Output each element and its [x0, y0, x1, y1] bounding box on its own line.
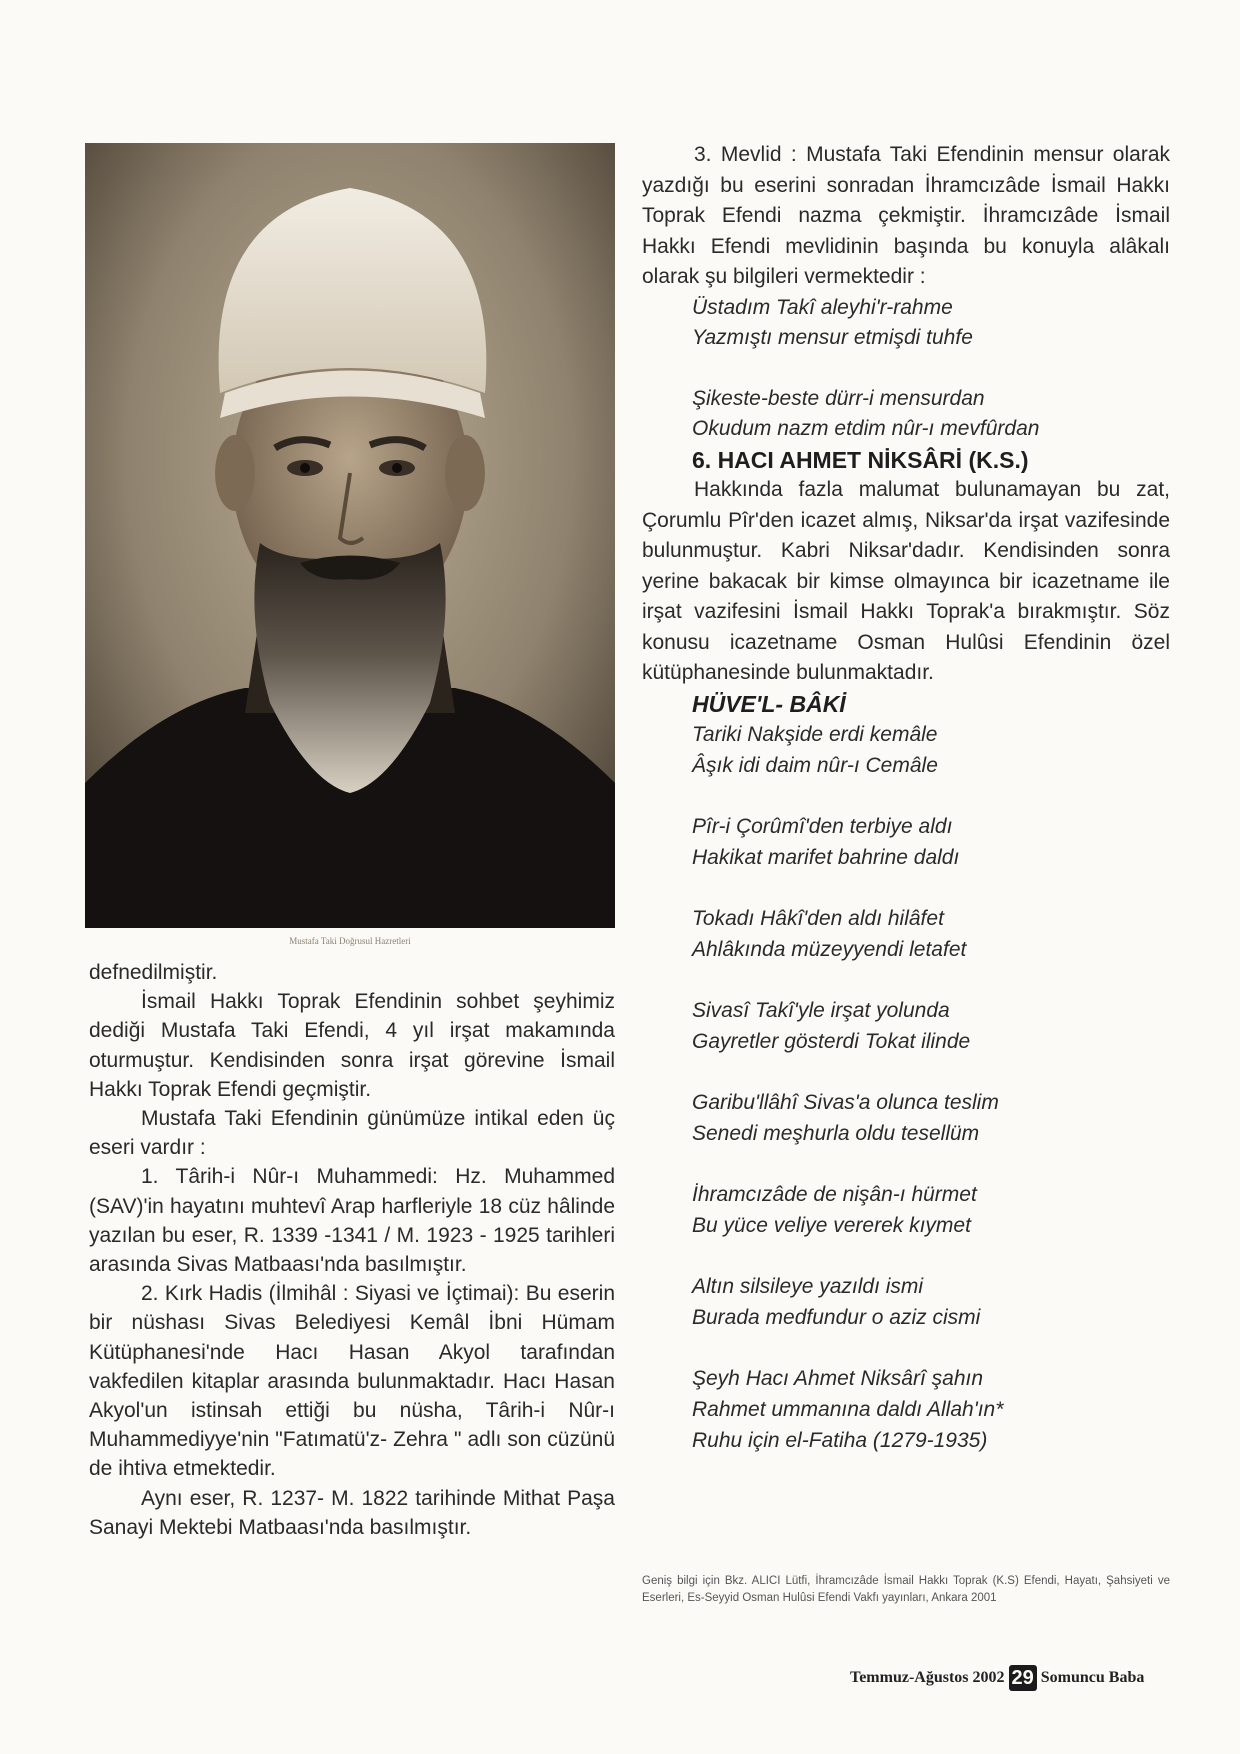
quoted-verse: [642, 293, 1170, 354]
portrait-illustration: [85, 143, 615, 928]
footnote: Geniş bilgi için Bkz. ALICI Lütfi, İhramcızâde İsmail Hakkı Toprak (K.S) Efendi, Hayatı, Şahsiyeti ve Eserleri, Es-Seyyid Osman Hulûsi Efendi Vakfı yayınları, Ankara 2001: [642, 1575, 1170, 1604]
verse-line: Üstadım Takî aleyhi'r-rahme: [692, 295, 953, 319]
verse-line: Şikeste-beste dürr-i mensurdan: [692, 386, 985, 410]
verse-line: Rahmet ummanına daldı Allah'ın*: [692, 1398, 1004, 1421]
verse-line: Garibu'llâhî Sivas'a olunca teslim: [692, 1091, 999, 1114]
right-column: [642, 140, 1170, 1456]
portrait-photo: [85, 143, 615, 928]
paragraph: Aynı eser, R. 1237- M. 1822 tarihinde Mithat Paşa Sanayi Mektebi Matbaası'nda basılmıştır.: [89, 1486, 615, 1539]
verse-line: Tokadı Hâkî'den aldı hilâfet: [692, 907, 944, 930]
left-column: [89, 958, 615, 1542]
verse-line: Burada medfundur o aziz cismi: [692, 1306, 981, 1329]
photo-caption: Mustafa Taki Doğrusul Hazretleri: [289, 936, 411, 946]
poem-stanza: [642, 719, 1170, 781]
verse-line: Bu yüce veliye vererek kıymet: [692, 1214, 971, 1237]
paragraph: Mustafa Taki Efendinin günümüze intikal eden üç eseri vardır :: [89, 1107, 615, 1160]
verse-line: Ruhu için el-Fatiha (1279-1935): [692, 1429, 988, 1452]
poem-stanza: [642, 903, 1170, 965]
page-footer: [850, 1664, 1144, 1692]
verse-line: Sivasî Takî'yle irşat yolunda: [692, 999, 950, 1022]
paragraph: 1. Târih-i Nûr-ı Muhammedi: Hz. Muhammed (SAV)'in hayatını muhtevî Arap harfleriyle 18 cüz hâlinde yazılan bu eser, R. 1339 -1341 / M. 1923 - 1925 tarihleri arasında Sivas Matbaası'nda basılmıştır.: [89, 1165, 615, 1277]
verse-line: Şeyh Hacı Ahmet Niksârî şahın: [692, 1367, 984, 1390]
verse-line: Gayretler gösterdi Tokat ilinde: [692, 1030, 971, 1053]
magazine-name: Somuncu Baba: [1040, 1669, 1145, 1686]
paragraph: İsmail Hakkı Toprak Efendinin sohbet şeyhimiz dediği Mustafa Taki Efendi, 4 yıl irşat makamında oturmuştur. Kendisinden sonra irşat görevine İsmail Hakkı Toprak Efendi geçmiştir.: [89, 990, 615, 1101]
paragraph: Hakkında fazla malumat bulunamayan bu zat, Çorumlu Pîr'den icazet almış, Niksar'da irşat vazifesinde bulunmuştur. Kabri Niksar'dadır. Kendisinden sonra yerine bakacak bir kimse olmayınca bir icazetname ile irşat vazifesini İsmail Hakkı Toprak'a bırakmıştır. Söz konusu icazetname Osman Hulûsi Efendinin özel kütüphanesinde bulunmaktadır.: [642, 478, 1170, 684]
verse-line: Pîr-i Çorûmî'den terbiye aldı: [692, 815, 953, 838]
poem-stanza: [642, 811, 1170, 873]
page-number: 29: [1009, 1665, 1037, 1691]
poem: [642, 719, 1170, 1456]
verse-line: Altın silsileye yazıldı ismi: [692, 1275, 924, 1298]
quoted-verse: [642, 384, 1170, 445]
paragraph: 2. Kırk Hadis (İlmihâl : Siyasi ve İçtimai): Bu eserin bir nüshası Sivas Belediyesi Kemâl İbni Hümam Kütüphanesi'nde Hacı Hasan Akyol tarafından vakfedilen kitaplar arasında bulunmaktadır. Hacı Hasan Akyol'un istinsah ettiği bu nüsha, Târih-i Nûr-ı Muhammediyye'nin "Fatımatü'z- Zehra " adlı son cüzünü de ihtiva etmektedir.: [89, 1282, 615, 1481]
poem-stanza: [642, 1363, 1170, 1456]
section-heading: 6. HACI AHMET NİKSÂRİ (K.S.): [692, 446, 1029, 473]
verse-line: Âşık idi daim nûr-ı Cemâle: [692, 754, 938, 777]
poem-stanza: [642, 1087, 1170, 1149]
issue-date: Temmuz-Ağustos 2002: [850, 1669, 1005, 1686]
verse-line: Ahlâkında müzeyyendi letafet: [692, 938, 967, 961]
poem-stanza: [642, 1271, 1170, 1333]
verse-line: Tariki Nakşide erdi kemâle: [692, 723, 938, 746]
verse-line: Yazmıştı mensur etmişdi tuhfe: [692, 326, 973, 349]
verse-line: Okudum nazm etdim nûr-ı mevfûrdan: [692, 417, 1040, 440]
paragraph: 3. Mevlid : Mustafa Taki Efendinin mensur olarak yazdığı bu eserini sonradan İhramcızâde İsmail Hakkı Toprak Efendi nazma çekmiştir. İhramcızâde İsmail Hakkı Efendi mevlidinin başında bu konuyla alâkalı olarak şu bilgileri vermektedir :: [642, 143, 1170, 288]
verse-line: Senedi meşhurla oldu tesellüm: [692, 1122, 980, 1145]
poem-title: HÜVE'L- BÂKİ: [692, 690, 846, 717]
verse-line: İhramcızâde de nişân-ı hürmet: [692, 1183, 977, 1206]
paragraph: defnedilmiştir.: [89, 961, 218, 984]
verse-line: Hakikat marifet bahrine daldı: [692, 846, 960, 869]
poem-stanza: [642, 1179, 1170, 1241]
poem-stanza: [642, 995, 1170, 1057]
